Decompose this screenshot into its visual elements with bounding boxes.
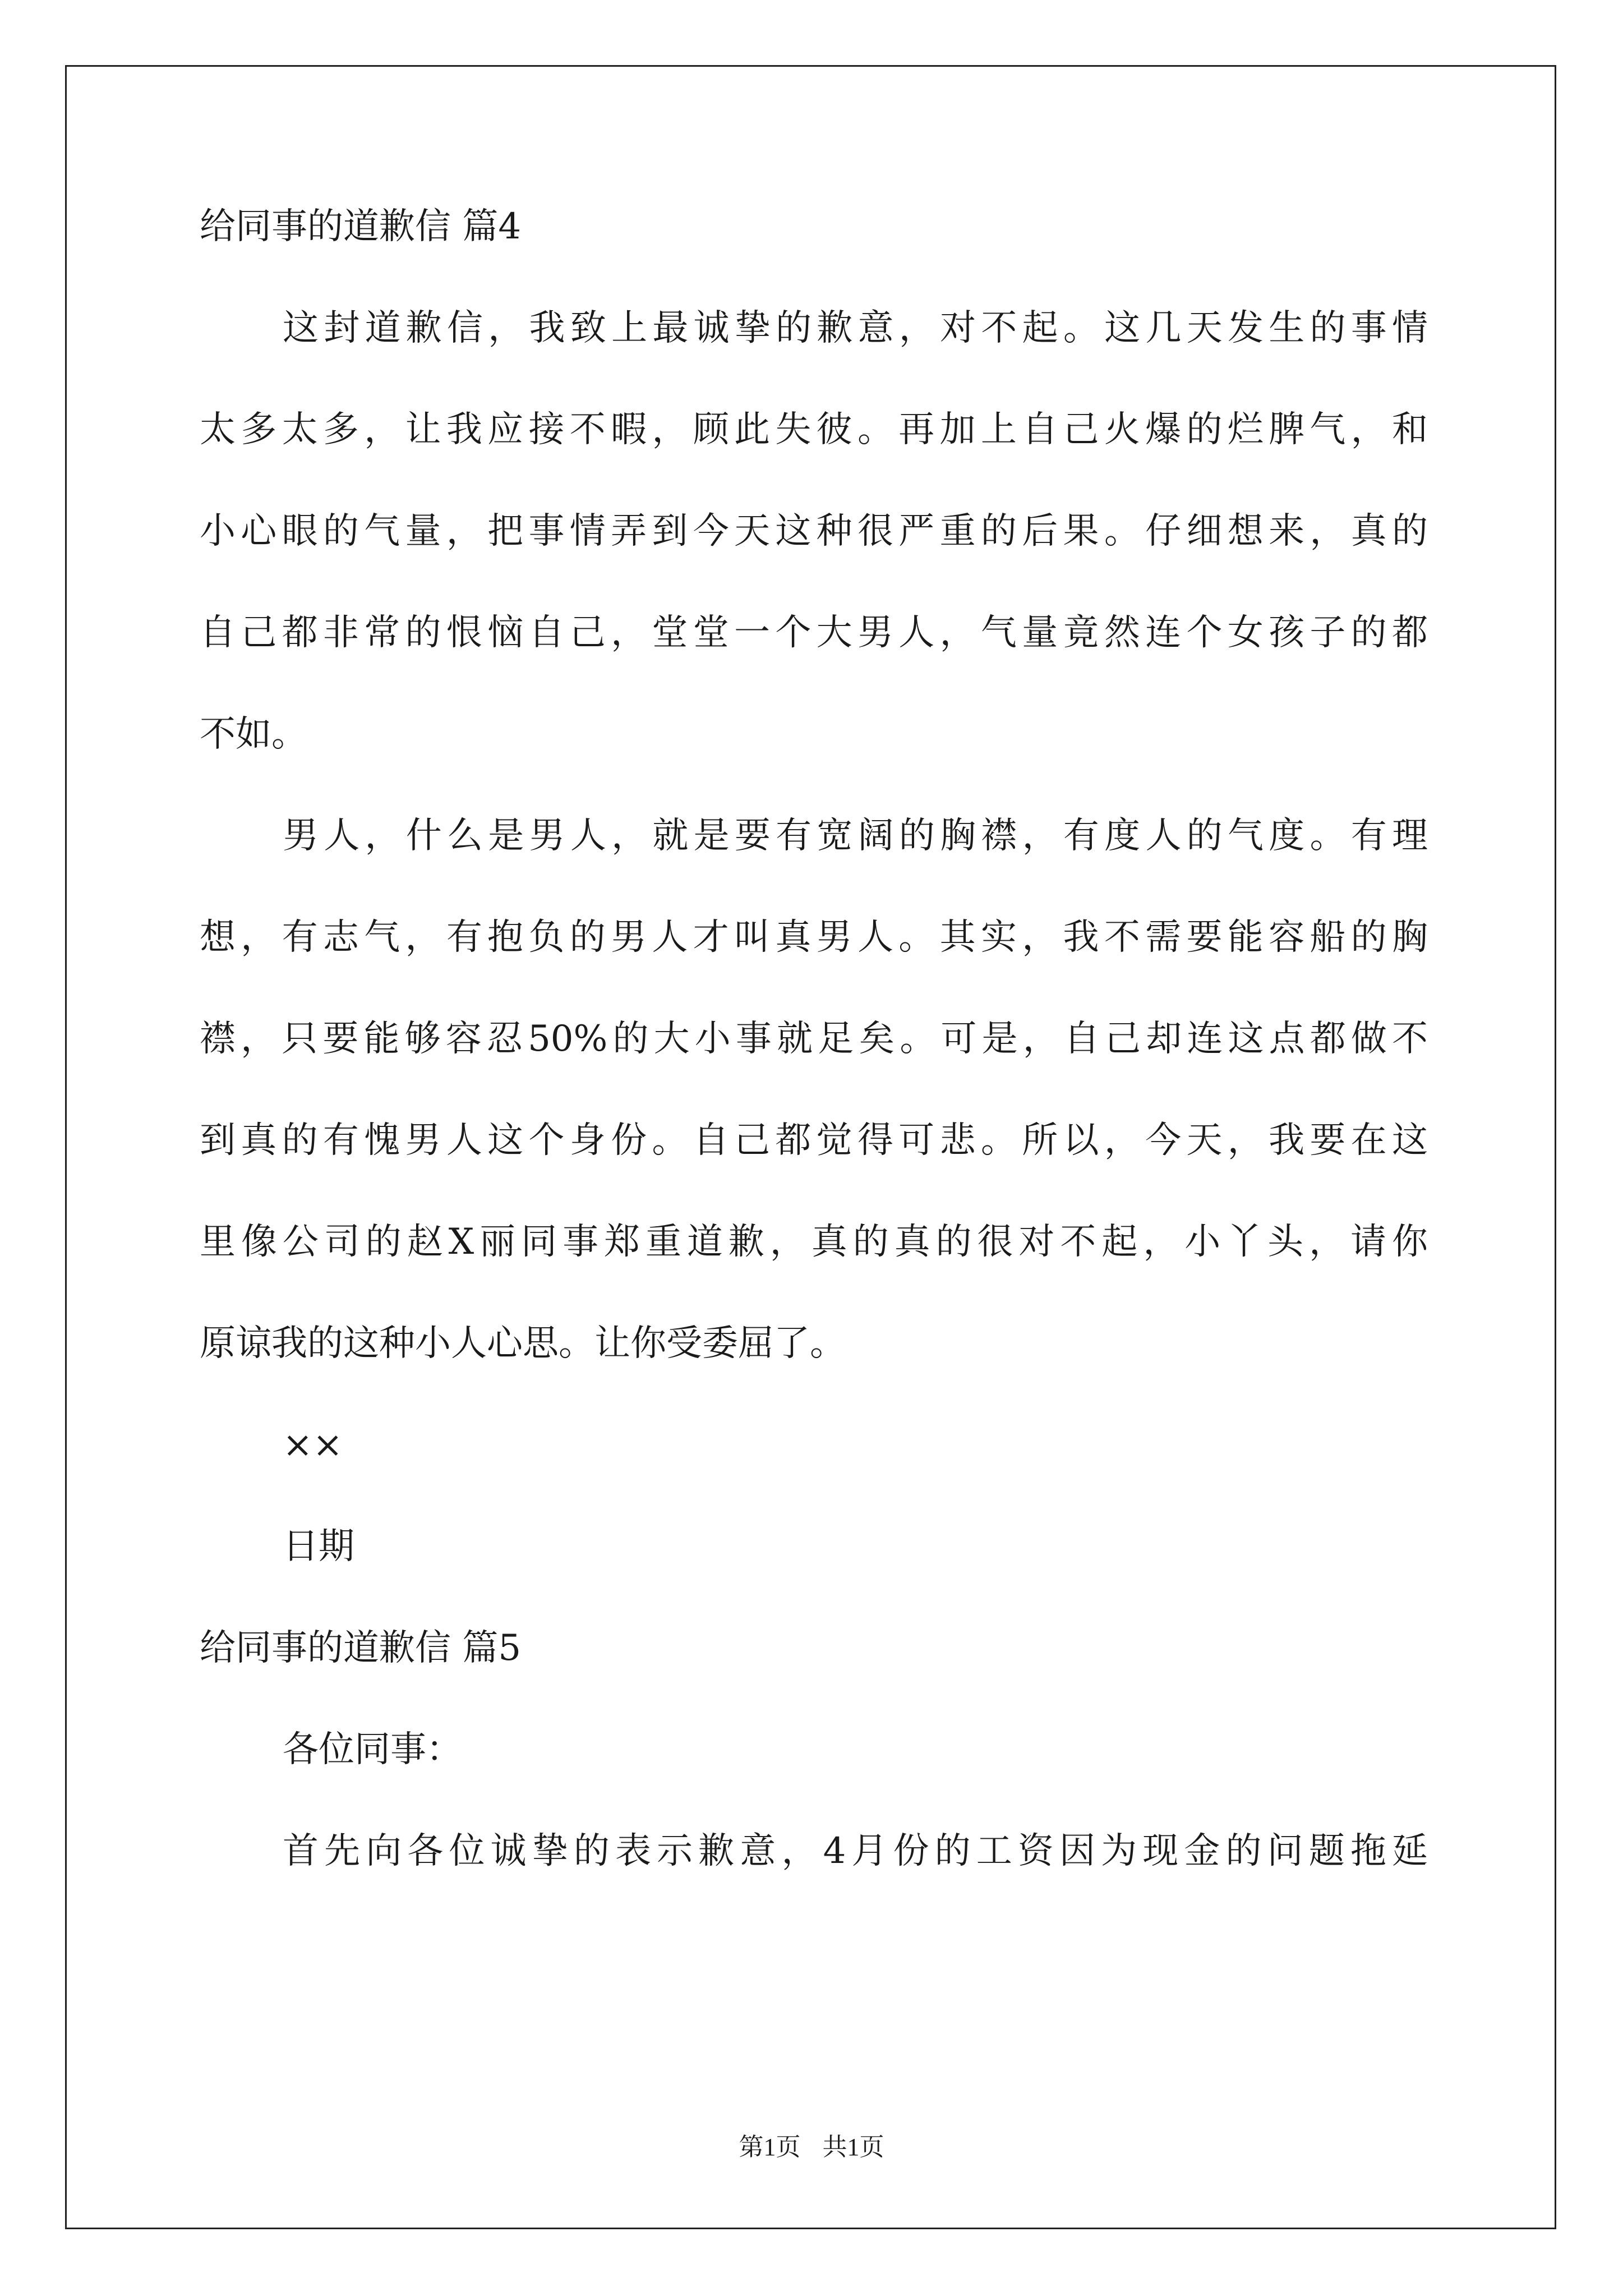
paragraph-line: 首先向各位诚挚的表示歉意，4月份的工资因为现金的问题拖延	[283, 1830, 1428, 1872]
greeting: 各位同事：	[283, 1729, 462, 1770]
page-total: 共1页	[822, 2133, 884, 2161]
page-footer	[0, 2135, 1623, 2160]
signature: ××	[283, 1424, 343, 1466]
section-heading: 给同事的道歉信 篇5	[200, 1627, 522, 1669]
paragraph-line: 男人，什么是男人，就是要有宽阔的胸襟，有度人的气度。有理	[283, 815, 1428, 857]
paragraph-line: 小心眼的气量，把事情弄到今天这种很严重的后果。仔细想来，真的	[200, 510, 1428, 552]
date-label: 日期	[283, 1526, 354, 1567]
section-heading: 给同事的道歉信 篇4	[200, 206, 522, 247]
paragraph-line: 到真的有愧男人这个身份。自己都觉得可悲。所以，今天，我要在这	[200, 1120, 1428, 1161]
paragraph-line: 这封道歉信，我致上最诚挚的歉意，对不起。这几天发生的事情	[283, 307, 1428, 349]
paragraph-line: 不如。	[200, 714, 307, 755]
paragraph-line: 想，有志气，有抱负的男人才叫真男人。其实，我不需要能容船的胸	[200, 917, 1428, 958]
paragraph-line: 自己都非常的恨恼自己，堂堂一个大男人，气量竟然连个女孩子的都	[200, 612, 1428, 654]
paragraph-line: 里像公司的赵X丽同事郑重道歉，真的真的很对不起，小丫头，请你	[200, 1221, 1428, 1263]
paragraph-line: 原谅我的这种小人心思。让你受委屈了。	[200, 1323, 846, 1364]
paragraph-line: 太多太多，让我应接不暇，顾此失彼。再加上自己火爆的烂脾气，和	[200, 409, 1428, 450]
page-number: 第1页	[739, 2133, 801, 2161]
paragraph-line: 襟，只要能够容忍50%的大小事就足矣。可是，自己却连这点都做不	[200, 1018, 1428, 1060]
